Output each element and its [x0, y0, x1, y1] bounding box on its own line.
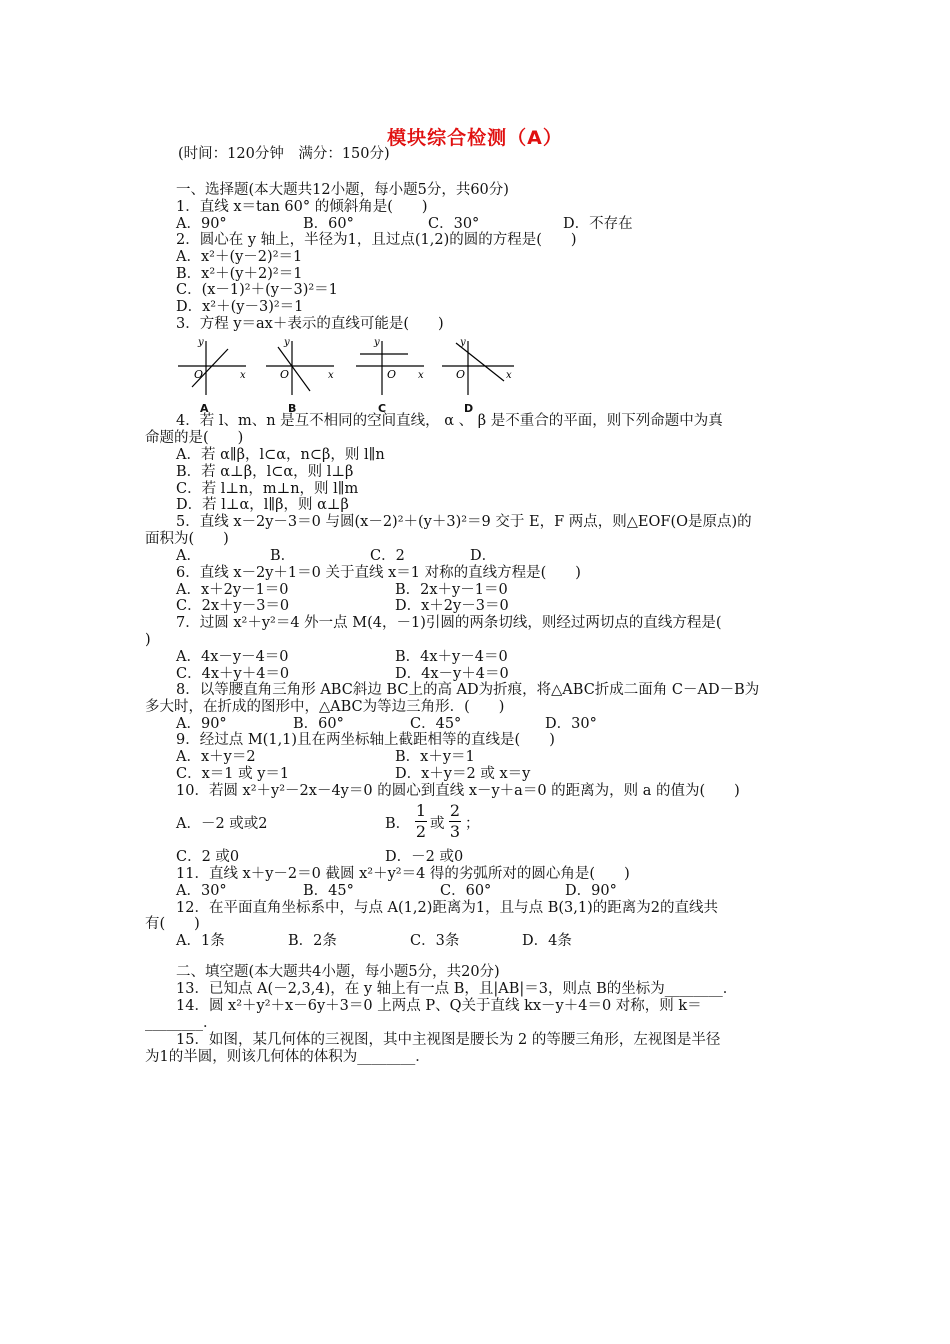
- q4-option-b: B．若 α⊥β，l⊂α，则 l⊥β: [176, 464, 354, 480]
- q14-line2: ________．: [145, 1015, 218, 1031]
- graph-a-label: A: [200, 402, 209, 415]
- graph-d-label: D: [464, 402, 474, 415]
- q7-stem-line2: ): [145, 632, 151, 648]
- q3-graph-c: [354, 335, 436, 415]
- q11-option-c: C．60°: [440, 883, 492, 899]
- fraction-1-numerator: 1: [415, 801, 427, 820]
- y-axis-label: y: [198, 337, 204, 348]
- q5-stem-line1: 5．直线 x－2y－3＝0 与圆(x－2)²＋(y＋3)²＝9 交于 E，F 两点，则△EOF(O是原点)的: [176, 514, 752, 530]
- q10-fraction-1: [415, 801, 427, 841]
- q5-option-b: B．: [270, 548, 296, 564]
- q1-option-d: D．不存在: [563, 216, 633, 232]
- q12-option-c: C．3条: [410, 933, 460, 949]
- q2-option-d: D．x²＋(y－3)²＝1: [176, 299, 304, 315]
- q6-option-d: D．x＋2y－3＝0: [395, 598, 509, 614]
- graph-a-plot: [176, 335, 258, 405]
- q10-option-b-tail: ；: [465, 816, 480, 832]
- q3-graph-d: [440, 335, 522, 415]
- q3-stem: 3．方程 y＝ax＋表示的直线可能是( ): [176, 316, 444, 332]
- q9-option-d: D．x＋y＝2 或 x＝y: [395, 766, 531, 782]
- q10-stem: 10．若圆 x²＋y²－2x－4y＝0 的圆心到直线 x－y＋a＝0 的距离为，则 a 的值为( ): [176, 783, 740, 799]
- q15-line1: 15．如图，某几何体的三视图，其中主视图是腰长为 2 的等腰三角形，左视图是半径: [176, 1032, 721, 1048]
- q11-stem: 11．直线 x＋y－2＝0 截圆 x²＋y²＝4 得的劣弧所对的圆心角是( ): [176, 866, 630, 882]
- q11-option-b: B．45°: [303, 883, 354, 899]
- q4-stem-line2: 命题的是( ): [145, 430, 244, 446]
- q6-option-b: B．2x＋y－1＝0: [395, 582, 508, 598]
- graph-c-plot: [354, 335, 436, 405]
- origin-label: O: [387, 368, 397, 381]
- q9-option-a: A．x＋y＝2: [176, 749, 256, 765]
- page-title: 模块综合检测（A）: [387, 127, 563, 149]
- y-axis-label: y: [374, 337, 380, 348]
- x-axis-label: x: [506, 370, 512, 381]
- q5-option-a: A．: [176, 548, 201, 564]
- y-axis-label: y: [284, 337, 290, 348]
- q8-option-b: B．60°: [293, 716, 344, 732]
- q4-stem-line1: 4．若 l、m、n 是互不相同的空间直线， α 、 β 是不重合的平面，则下列命题中为真: [176, 413, 723, 429]
- y-axis-label: y: [460, 337, 466, 348]
- q4-option-a: A．若 α∥β，l⊂α，n⊂β，则 l∥n: [176, 447, 385, 463]
- graph-d-plot: [440, 335, 522, 405]
- q5-stem-line2: 面积为( ): [145, 531, 229, 547]
- q5-option-d: D．: [470, 548, 497, 564]
- q7-stem-line1: 7．过圆 x²＋y²＝4 外一点 M(4，－1)引圆的两条切线，则经过两切点的直线方程是(: [176, 615, 722, 631]
- q8-stem-line2: 多大时，在折成的图形中，△ABC为等边三角形．( ): [145, 699, 505, 715]
- q12-option-b: B．2条: [288, 933, 337, 949]
- q7-option-a: A．4x－y－4＝0: [176, 649, 289, 665]
- q12-stem-line2: 有( ): [145, 916, 200, 932]
- q9-option-b: B．x＋y＝1: [395, 749, 475, 765]
- q1-option-c: C．30°: [428, 216, 480, 232]
- q10-option-b-prefix: B．: [385, 816, 411, 832]
- q8-stem-line1: 8．以等腰直角三角形 ABC斜边 BC上的高 AD为折痕，将△ABC折成二面角 C－AD－B为: [176, 682, 760, 698]
- fraction-2-numerator: 2: [449, 801, 461, 820]
- q2-option-a: A．x²＋(y－2)²＝1: [176, 249, 303, 265]
- q10-option-c: C．2 或0: [176, 849, 240, 865]
- q10-option-b-or: 或: [430, 816, 445, 832]
- q10-option-d: D．－2 或0: [385, 849, 464, 865]
- q6-stem: 6．直线 x－2y＋1＝0 关于直线 x＝1 对称的直线方程是( ): [176, 565, 581, 581]
- q10-fraction-2: [449, 801, 461, 841]
- q7-option-b: B．4x＋y－4＝0: [395, 649, 508, 665]
- q12-stem-line1: 12．在平面直角坐标系中，与点 A(1,2)距离为1，且与点 B(3,1)的距离为2的直线共: [176, 900, 718, 916]
- graph-b-plot: [264, 335, 346, 405]
- q4-option-c: C．若 l⊥n，m⊥n，则 l∥m: [176, 481, 359, 497]
- fraction-2-denominator: 3: [449, 822, 461, 841]
- q4-option-d: D．若 l⊥α，l∥β，则 α⊥β: [176, 497, 349, 513]
- q9-stem: 9．经过点 M(1,1)且在两坐标轴上截距相等的直线是( ): [176, 732, 555, 748]
- section-2-heading: 二、填空题(本大题共4小题，每小题5分，共20分): [176, 964, 500, 980]
- q6-option-a: A．x＋2y－1＝0: [176, 582, 289, 598]
- q11-option-a: A．30°: [176, 883, 227, 899]
- q2-option-b: B．x²＋(y＋2)²＝1: [176, 266, 303, 282]
- graph-b-label: B: [288, 402, 297, 415]
- exam-meta: (时间：120分钟 满分：150分): [178, 146, 390, 162]
- q3-graph-b: [264, 335, 346, 415]
- q6-option-c: C．2x＋y－3＝0: [176, 598, 290, 614]
- x-axis-label: x: [418, 370, 424, 381]
- q12-option-a: A．1条: [176, 933, 225, 949]
- q10-option-a: A．－2 或或2: [176, 816, 268, 832]
- q3-graph-a: [176, 335, 258, 415]
- q12-option-d: D．4条: [522, 933, 572, 949]
- q14-line1: 14．圆 x²＋y²＋x－6y＋3＝0 上两点 P、Q关于直线 kx－y＋4＝0 对称，则 k＝: [176, 998, 702, 1014]
- x-axis-label: x: [240, 370, 246, 381]
- q1-stem: 1．直线 x＝tan 60° 的倾斜角是( ): [176, 199, 428, 215]
- graph-c-label: C: [378, 402, 387, 415]
- q1-option-b: B．60°: [303, 216, 354, 232]
- q2-option-c: C．(x－1)²＋(y－3)²＝1: [176, 282, 338, 298]
- q2-stem: 2．圆心在 y 轴上，半径为1，且过点(1,2)的圆的方程是( ): [176, 232, 577, 248]
- q13-text: 13．已知点 A(－2,3,4)，在 y 轴上有一点 B，且|AB|＝3，则点 B的坐标为________．: [176, 981, 738, 997]
- q3-graph-row: [176, 335, 516, 415]
- origin-label: O: [194, 368, 204, 381]
- q7-option-c: C．4x＋y＋4＝0: [176, 666, 290, 682]
- origin-label: O: [456, 368, 466, 381]
- x-axis-label: x: [328, 370, 334, 381]
- q8-option-a: A．90°: [176, 716, 227, 732]
- q8-option-c: C．45°: [410, 716, 462, 732]
- q1-option-a: A．90°: [176, 216, 227, 232]
- q11-option-d: D．90°: [565, 883, 617, 899]
- section-1-heading: 一、选择题(本大题共12小题，每小题5分，共60分): [176, 182, 509, 198]
- q7-option-d: D．4x－y＋4＝0: [395, 666, 509, 682]
- q15-line2: 为1的半圆，则该几何体的体积为________．: [145, 1049, 430, 1065]
- q8-option-d: D．30°: [545, 716, 597, 732]
- q5-option-c: C．2: [370, 548, 405, 564]
- q9-option-c: C．x＝1 或 y＝1: [176, 766, 290, 782]
- fraction-1-denominator: 2: [415, 822, 427, 841]
- origin-label: O: [280, 368, 290, 381]
